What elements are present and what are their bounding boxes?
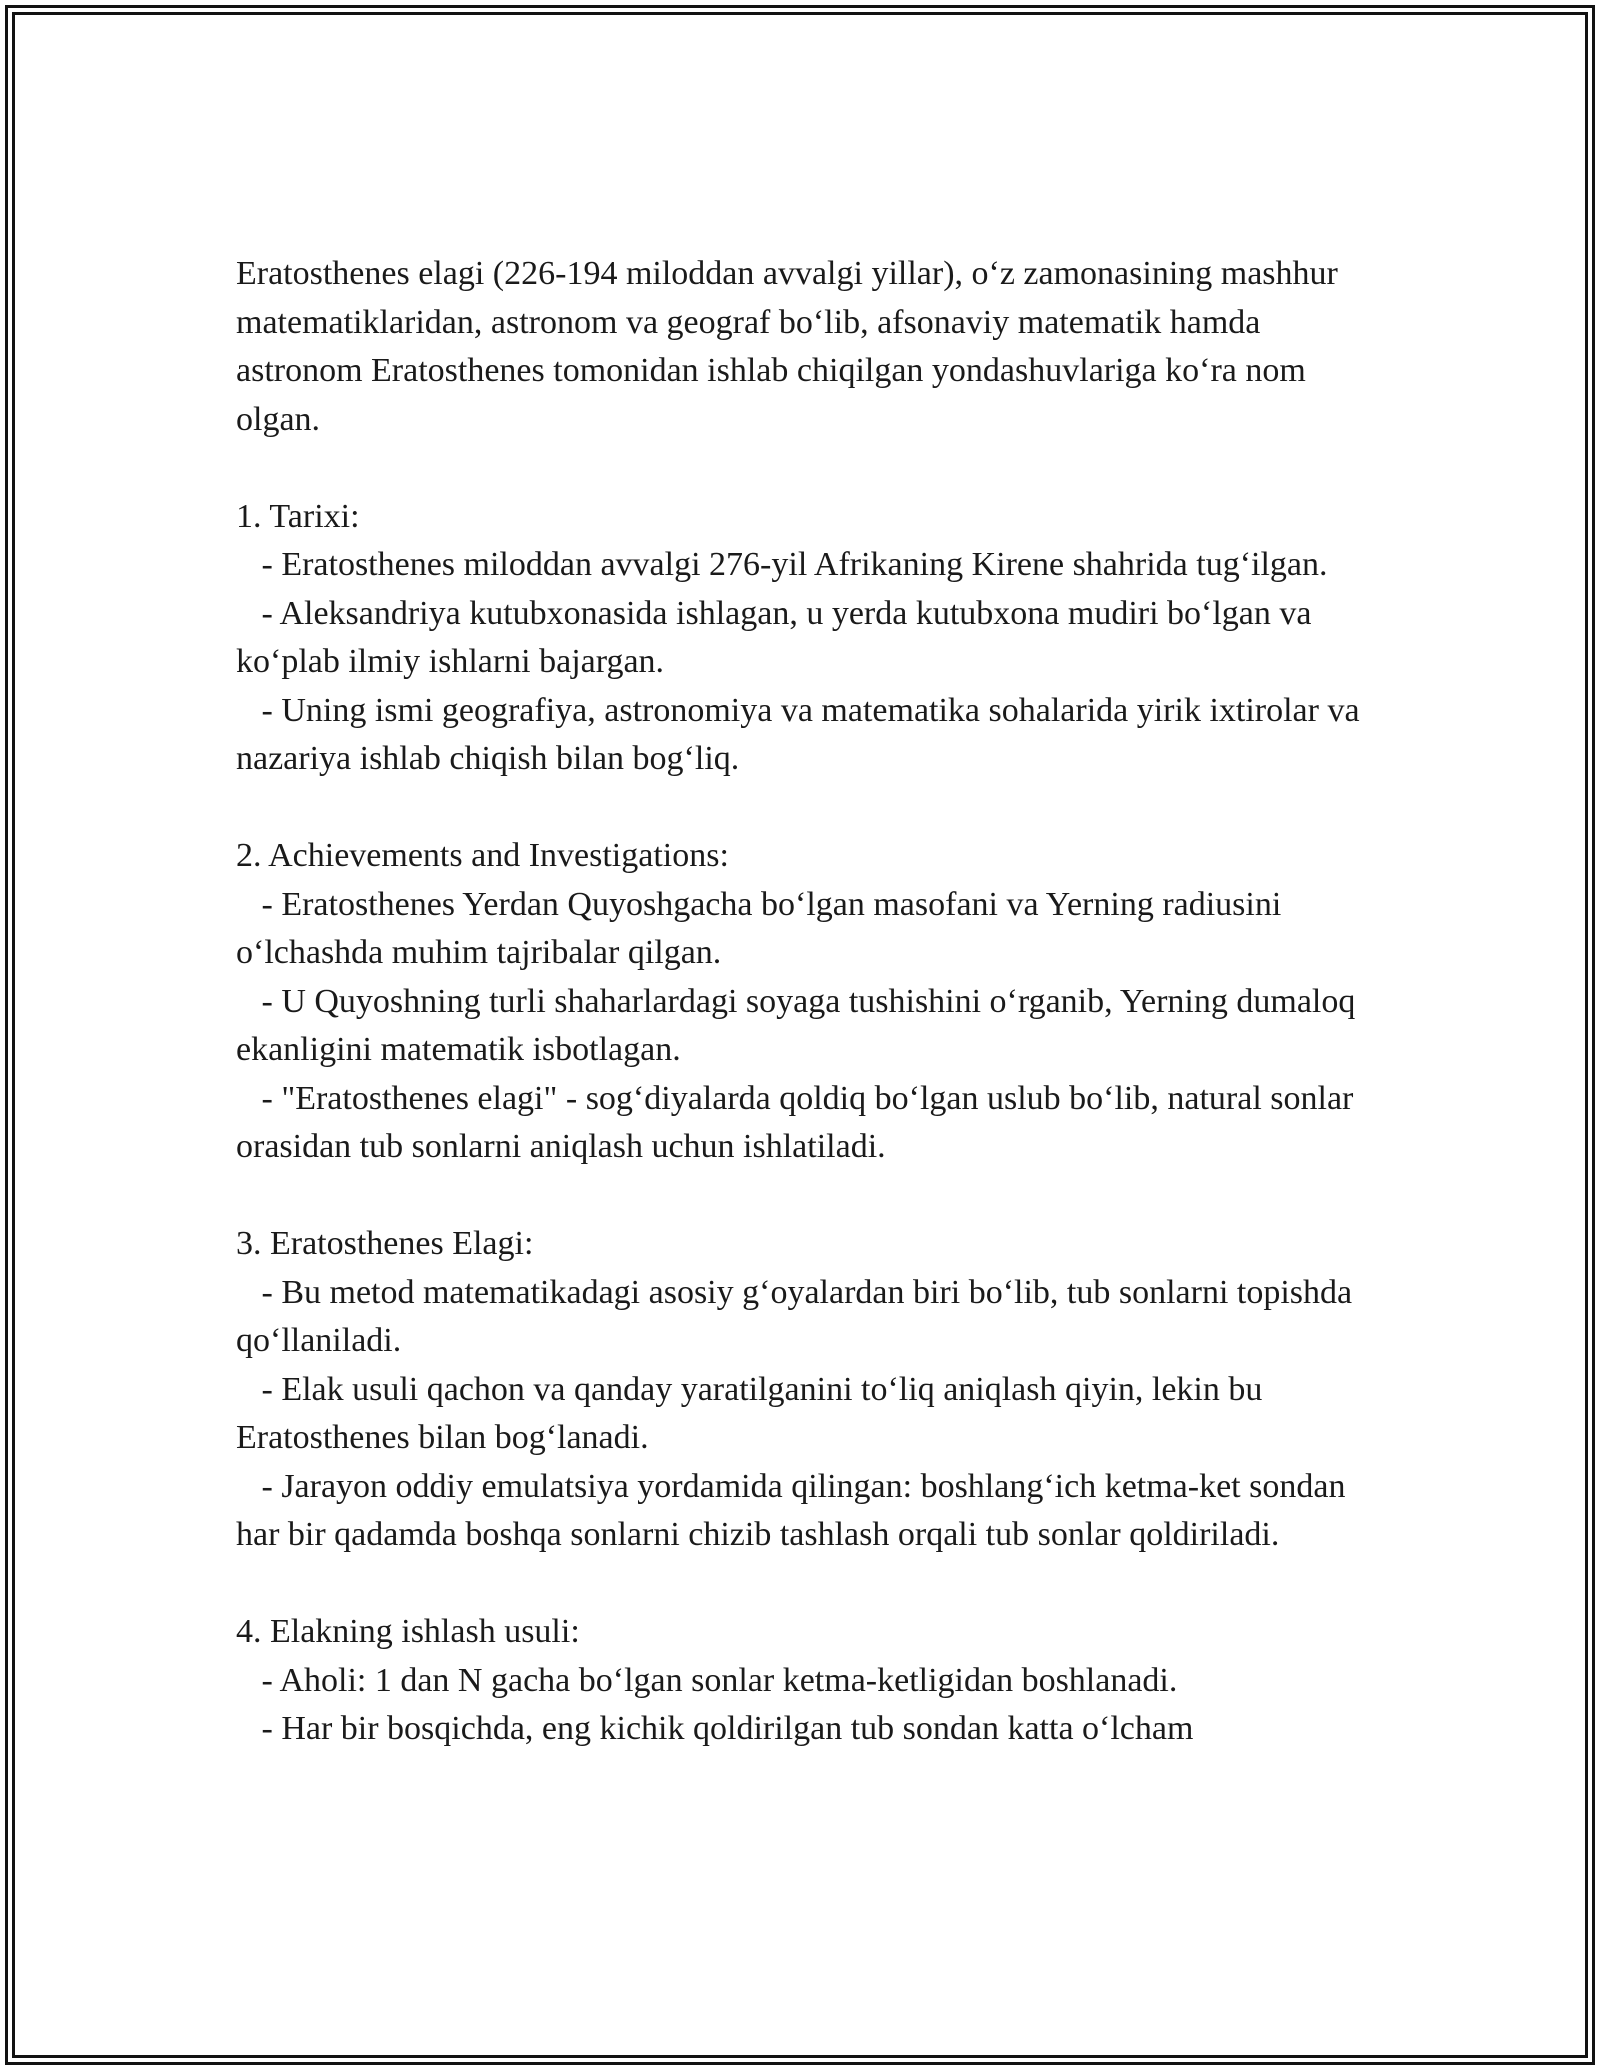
list-item: - Uning ismi geografiya, astronomiya va matematika sohalarida yirik ixtirolar va nazariya ishlab chiqish bilan bog‘liq. — [236, 691, 1369, 777]
list-item: - Elak usuli qachon va qanday yaratilganini to‘liq aniqlash qiyin, lekin bu Eratosthenes bilan bog‘lanadi. — [236, 1370, 1271, 1456]
spacer — [236, 1560, 1366, 1609]
section-heading-achievements: 2. Achievements and Investigations: — [236, 837, 729, 874]
intro-paragraph: Eratosthenes elagi (226-194 miloddan avvalgi yillar), o‘z zamonasining mashhur matematiklaridan, astronom va geograf bo‘lib, afsonaviy matematik hamda astronom Eratosthenes tomonidan ishlab chiqilgan yondashuvlariga ko‘ra nom olgan. — [236, 255, 1347, 438]
list-item: - Jarayon oddiy emulatsiya yordamida qilingan: boshlang‘ich ketma-ket sondan har bir qadamda boshqa sonlarni chizib tashlash orqali tub sonlar qoldiriladi. — [236, 1467, 1354, 1553]
spacer — [236, 784, 1366, 833]
list-item: - Bu metod matematikadagi asosiy g‘oyalardan biri bo‘lib, tub sonlarni topishda qo‘llaniladi. — [236, 1273, 1361, 1359]
list-item: - "Eratosthenes elagi" - sog‘diyalarda qoldiq bo‘lgan uslub bo‘lib, natural sonlar orasidan tub sonlarni aniqlash uchun ishlatiladi. — [236, 1079, 1362, 1165]
list-item: - Aleksandriya kutubxonasida ishlagan, u yerda kutubxona mudiri bo‘lgan va ko‘plab ilmiy ishlarni bajargan. — [236, 594, 1320, 680]
spacer — [236, 1172, 1366, 1221]
spacer — [236, 444, 1366, 493]
list-item: - Eratosthenes miloddan avvalgi 276-yil Afrikaning Kirene shahrida tug‘ilgan. — [236, 546, 1328, 583]
list-item: - Eratosthenes Yerdan Quyoshgacha bo‘lgan masofani va Yerning radiusini o‘lchashda muhim tajribalar qilgan. — [236, 885, 1290, 971]
list-item: - Aholi: 1 dan N gacha bo‘lgan sonlar ketma-ketligidan boshlanadi. — [236, 1661, 1178, 1699]
list-item: - U Quyoshning turli shaharlardagi soyaga tushishini o‘rganib, Yerning dumaloq ekanligini matematik isbotlagan. — [236, 982, 1364, 1068]
document-body — [236, 250, 1369, 1754]
list-item: - Har bir bosqichda, eng kichik qoldirilgan tub sondan katta o‘lcham — [236, 1710, 1194, 1747]
section-heading-history: 1. Tarixi: — [236, 497, 360, 535]
section-heading-sieve: 3. Eratosthenes Elagi: — [236, 1225, 534, 1262]
section-heading-method: 4. Elakning ishlash usuli: — [236, 1613, 580, 1650]
